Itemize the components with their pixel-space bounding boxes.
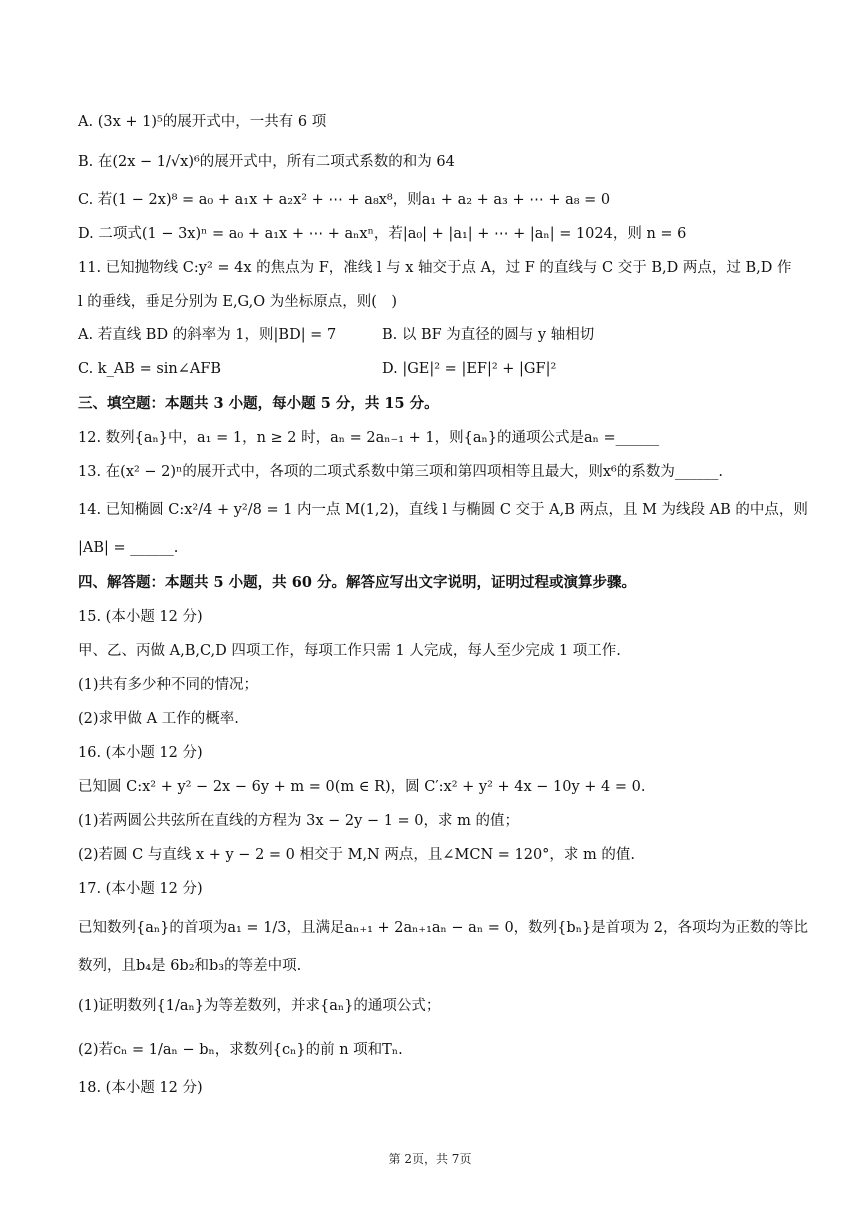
q10-option-a: A. (3x + 1)⁵的展开式中，一共有 6 项 — [78, 114, 327, 130]
q11-stem-line1: 11. 已知抛物线 C:y² = 4x 的焦点为 F，准线 l 与 x 轴交于点 A，过 F 的直线与 C 交于 B,D 两点，过 B,D 作 — [78, 260, 792, 276]
q15-stem: 甲、乙、丙做 A,B,C,D 四项工作，每项工作只需 1 人完成，每人至少完成 1 项工作. — [78, 643, 621, 659]
q15-part2: (2)求甲做 A 工作的概率. — [78, 711, 239, 727]
q17-stem-line2: 数列，且b₄是 6b₂和b₃的等差中项. — [78, 958, 302, 974]
q17-part2: (2)若cₙ = 1/aₙ − bₙ，求数列{cₙ}的前 n 项和Tₙ. — [78, 1042, 403, 1058]
section4-heading: 四、解答题：本题共 5 小题，共 60 分。解答应写出文字说明，证明过程或演算步骤。 — [78, 574, 636, 591]
q16-part1: (1)若两圆公共弦所在直线的方程为 3x − 2y − 1 = 0，求 m 的值； — [78, 813, 519, 829]
q11-option-c: C. k_AB = sin∠AFB — [78, 361, 222, 377]
q16-part2: (2)若圆 C 与直线 x + y − 2 = 0 相交于 M,N 两点，且∠MCN = 120°，求 m 的值. — [78, 847, 636, 863]
q16-header: 16. (本小题 12 分) — [78, 745, 203, 761]
q11-option-a: A. 若直线 BD 的斜率为 1，则|BD| = 7 — [78, 327, 337, 343]
q11-stem-line2: l 的垂线，垂足分别为 E,G,O 为坐标原点，则( ) — [78, 294, 398, 310]
q14-line1: 14. 已知椭圆 C:x²/4 + y²/8 = 1 内一点 M(1,2)，直线 l 与椭圆 C 交于 A,B 两点，且 M 为线段 AB 的中点，则 — [78, 502, 808, 518]
page-footer: 第 2页，共 7页 — [388, 1152, 472, 1166]
q10-option-b: B. 在(2x − 1/√x)⁶的展开式中，所有二项式系数的和为 64 — [78, 154, 455, 170]
q15-part1: (1)共有多少种不同的情况； — [78, 677, 259, 693]
q18-header: 18. (本小题 12 分) — [78, 1080, 203, 1096]
q16-stem: 已知圆 C:x² + y² − 2x − 6y + m = 0(m ∈ R)，圆 C′:x² + y² + 4x − 10y + 4 = 0. — [78, 779, 646, 795]
section3-heading: 三、填空题：本题共 3 小题，每小题 5 分，共 15 分。 — [78, 395, 439, 412]
q10-option-d: D. 二项式(1 − 3x)ⁿ = a₀ + a₁x + ⋯ + aₙxⁿ，若|a₀| + |a₁| + ⋯ + |aₙ| = 1024，则 n = 6 — [78, 226, 687, 242]
q11-option-d: D. |GE|² = |EF|² + |GF|² — [382, 361, 557, 377]
q17-stem-line1: 已知数列{aₙ}的首项为a₁ = 1/3，且满足aₙ₊₁ + 2aₙ₊₁aₙ − aₙ = 0，数列{bₙ}是首项为 2，各项均为正数的等比 — [78, 920, 809, 936]
q12: 12. 数列{aₙ}中，a₁ = 1，n ≥ 2 时，aₙ = 2aₙ₋₁ + 1，则{aₙ}的通项公式是aₙ =______ — [78, 430, 660, 446]
q17-part1: (1)证明数列{1/aₙ}为等差数列，并求{aₙ}的通项公式； — [78, 998, 441, 1014]
q10-option-c: C. 若(1 − 2x)⁸ = a₀ + a₁x + a₂x² + ⋯ + a₈x⁸，则a₁ + a₂ + a₃ + ⋯ + a₈ = 0 — [78, 192, 611, 208]
q17-header: 17. (本小题 12 分) — [78, 881, 203, 897]
q14-line2: |AB| = ______. — [78, 540, 179, 556]
q15-header: 15. (本小题 12 分) — [78, 609, 203, 625]
q11-option-b: B. 以 BF 为直径的圆与 y 轴相切 — [382, 327, 595, 343]
q13: 13. 在(x² − 2)ⁿ的展开式中，各项的二项式系数中第三项和第四项相等且最大，则x⁶的系数为______. — [78, 464, 723, 480]
